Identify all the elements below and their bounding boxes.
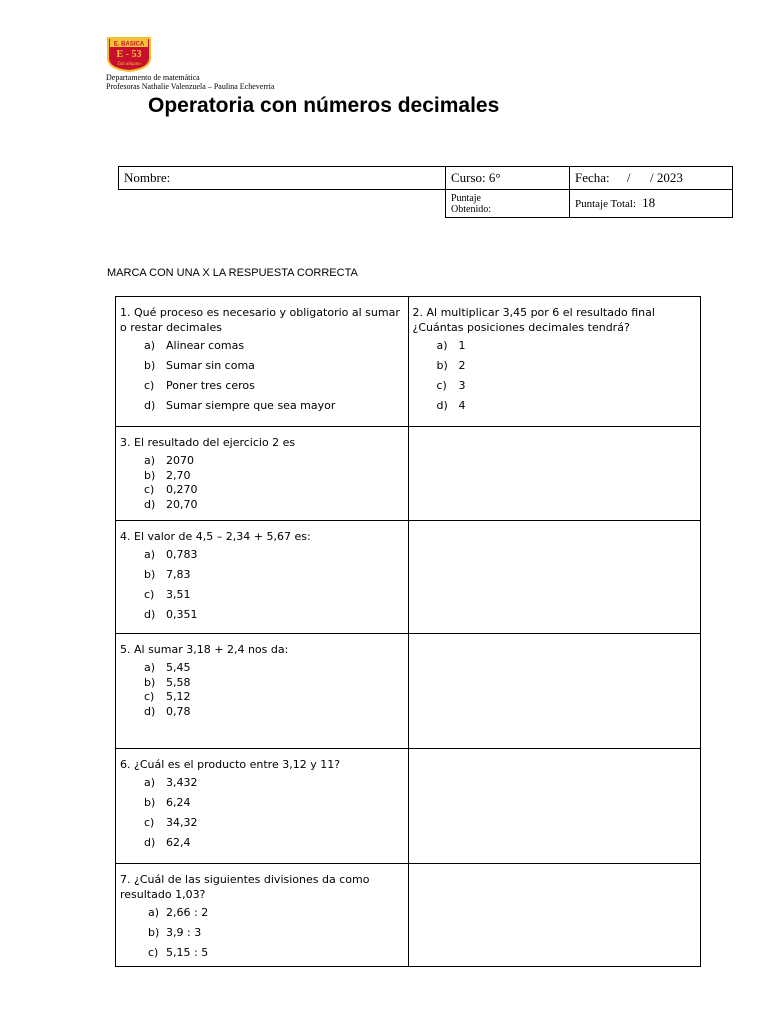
name-field[interactable]	[119, 167, 446, 190]
question-6	[116, 749, 409, 864]
options-list	[120, 776, 402, 856]
option-text: 62,4	[166, 836, 191, 849]
answer-option[interactable]	[144, 676, 402, 691]
answer-option[interactable]	[148, 926, 402, 946]
option-text: 1	[458, 339, 466, 352]
option-letter: b)	[144, 359, 156, 372]
answer-option[interactable]	[144, 776, 402, 796]
options-list	[120, 454, 402, 512]
option-text: 3,9 : 3	[166, 926, 202, 939]
question-7	[116, 864, 409, 967]
option-letter: b)	[144, 468, 156, 482]
score-obtained-field[interactable]	[446, 190, 570, 218]
question-text: 3. El resultado del ejercicio 2 es	[120, 436, 296, 449]
answer-option[interactable]	[144, 836, 402, 856]
option-letter: d)	[144, 608, 156, 621]
answer-option[interactable]	[144, 483, 402, 498]
option-letter: d)	[144, 497, 156, 511]
option-letter: d)	[436, 399, 448, 412]
option-text: 34,32	[166, 816, 198, 829]
teacher-names: Profesoras Nathalie Valenzuela – Paulina Echeverria	[106, 82, 275, 91]
option-letter: b)	[148, 926, 160, 939]
blank-cell	[119, 190, 446, 218]
option-text: 6,24	[166, 796, 191, 809]
logo-text-main: E - 53	[116, 49, 142, 60]
option-letter: b)	[436, 359, 448, 372]
options-list	[120, 661, 402, 719]
option-text: 5,58	[166, 675, 191, 689]
answer-space-4[interactable]	[408, 521, 701, 634]
answer-option[interactable]	[144, 661, 402, 676]
instruction-text: MARCA CON UNA X LA RESPUESTA CORRECTA	[107, 267, 358, 279]
question-text: 5. Al sumar 3,18 + 2,4 nos da:	[120, 643, 289, 656]
option-text: 3,432	[166, 776, 198, 789]
option-letter: c)	[436, 379, 447, 392]
option-letter: c)	[144, 588, 155, 601]
option-text: 20,70	[166, 497, 198, 511]
answer-option[interactable]	[144, 469, 402, 484]
option-letter: a)	[144, 339, 156, 352]
options-list	[413, 339, 695, 419]
options-list	[120, 339, 402, 419]
option-text: Poner tres ceros	[166, 379, 255, 392]
option-text: 0,783	[166, 548, 198, 561]
option-letter: a)	[144, 548, 156, 561]
question-text: 2. Al multiplicar 3,45 por 6 el resultado final ¿Cuántas posiciones decimales tendrá?	[412, 306, 655, 334]
course-field	[446, 167, 570, 190]
option-letter: a)	[148, 906, 160, 919]
course-label: Curso: 6°	[451, 170, 501, 185]
name-label: Nombre:	[124, 170, 171, 185]
student-info-table	[118, 166, 733, 218]
answer-option[interactable]	[144, 379, 402, 399]
answer-space-5[interactable]	[408, 634, 701, 749]
total-score-field	[570, 190, 733, 218]
option-letter: c)	[144, 379, 155, 392]
option-letter: d)	[144, 704, 156, 718]
option-text: 5,12	[166, 690, 191, 703]
answer-option[interactable]	[148, 946, 402, 966]
question-text: 6. ¿Cuál es el producto entre 3,12 y 11?	[120, 758, 341, 771]
question-2	[408, 297, 701, 427]
option-letter: a)	[436, 339, 448, 352]
option-text: 0,351	[166, 608, 198, 621]
option-letter: d)	[144, 399, 156, 412]
logo-text-top: E. BASICA	[113, 41, 145, 48]
score-obtained-label: Puntaje Obtenido:	[451, 192, 491, 215]
options-list	[120, 548, 402, 628]
page-title: Operatoria con números decimales	[148, 94, 500, 117]
logo-text-script: Talcahuano	[117, 62, 141, 67]
answer-option[interactable]	[144, 359, 402, 379]
answer-option[interactable]	[144, 498, 402, 513]
option-text: 2070	[166, 454, 194, 467]
option-text: 4	[458, 399, 466, 412]
answer-space-6[interactable]	[408, 749, 701, 864]
answer-space-7[interactable]	[408, 864, 701, 967]
option-letter: a)	[144, 454, 156, 467]
options-list	[120, 906, 402, 966]
questions-table	[115, 296, 701, 967]
question-5	[116, 634, 409, 749]
option-text: 5,45	[166, 661, 191, 674]
option-letter: b)	[144, 675, 156, 689]
answer-option[interactable]	[144, 816, 402, 836]
option-text: 3,51	[166, 588, 191, 601]
option-letter: d)	[144, 836, 156, 849]
answer-option[interactable]	[437, 339, 695, 359]
option-letter: b)	[144, 568, 156, 581]
answer-option[interactable]	[144, 796, 402, 816]
answer-option[interactable]	[437, 379, 695, 399]
answer-option[interactable]	[437, 359, 695, 379]
answer-option[interactable]	[144, 568, 402, 588]
option-text: 0,270	[166, 483, 198, 496]
question-text: 4. El valor de 4,5 – 2,34 + 5,67 es:	[120, 530, 311, 543]
question-text: 7. ¿Cuál de las siguientes divisiones da como resultado 1,03?	[120, 873, 370, 901]
option-text: 3	[458, 379, 466, 392]
option-text: 5,15 : 5	[166, 946, 209, 959]
option-letter: a)	[144, 776, 156, 789]
option-letter: a)	[144, 661, 156, 674]
option-letter: b)	[144, 796, 156, 809]
option-letter: c)	[148, 946, 159, 959]
date-value: / / 2023	[626, 170, 683, 185]
option-text: 2,66 : 2	[166, 906, 209, 919]
answer-space-3[interactable]	[408, 427, 701, 521]
question-text: 1. Qué proceso es necesario y obligatorio al sumar o restar decimales	[120, 306, 400, 334]
school-logo	[106, 36, 152, 72]
option-letter: c)	[144, 483, 155, 496]
option-text: 0,78	[166, 704, 191, 718]
total-score-value: 18	[642, 195, 656, 210]
answer-option[interactable]	[144, 548, 402, 568]
answer-option[interactable]	[144, 399, 402, 419]
answer-option[interactable]	[144, 339, 402, 359]
department-name: Departamento de matemática	[106, 73, 200, 82]
option-letter: c)	[144, 816, 155, 829]
answer-option[interactable]	[144, 705, 402, 720]
option-text: 2,70	[166, 468, 191, 482]
option-text: 7,83	[166, 568, 191, 581]
option-text: Alinear comas	[166, 339, 245, 352]
answer-option[interactable]	[144, 588, 402, 608]
question-4	[116, 521, 409, 634]
question-1	[116, 297, 409, 427]
department-header	[106, 73, 274, 91]
option-letter: c)	[144, 690, 155, 703]
question-3	[116, 427, 409, 521]
date-label: Fecha:	[575, 170, 610, 185]
option-text: Sumar siempre que sea mayor	[166, 399, 336, 412]
answer-option[interactable]	[144, 690, 402, 705]
answer-option[interactable]	[437, 399, 695, 419]
option-text: Sumar sin coma	[166, 359, 255, 372]
option-text: 2	[458, 359, 466, 372]
date-field[interactable]	[570, 167, 733, 190]
answer-option[interactable]	[148, 906, 402, 926]
answer-option[interactable]	[144, 608, 402, 628]
total-score-label: Puntaje Total:	[575, 198, 637, 210]
answer-option[interactable]	[144, 454, 402, 469]
